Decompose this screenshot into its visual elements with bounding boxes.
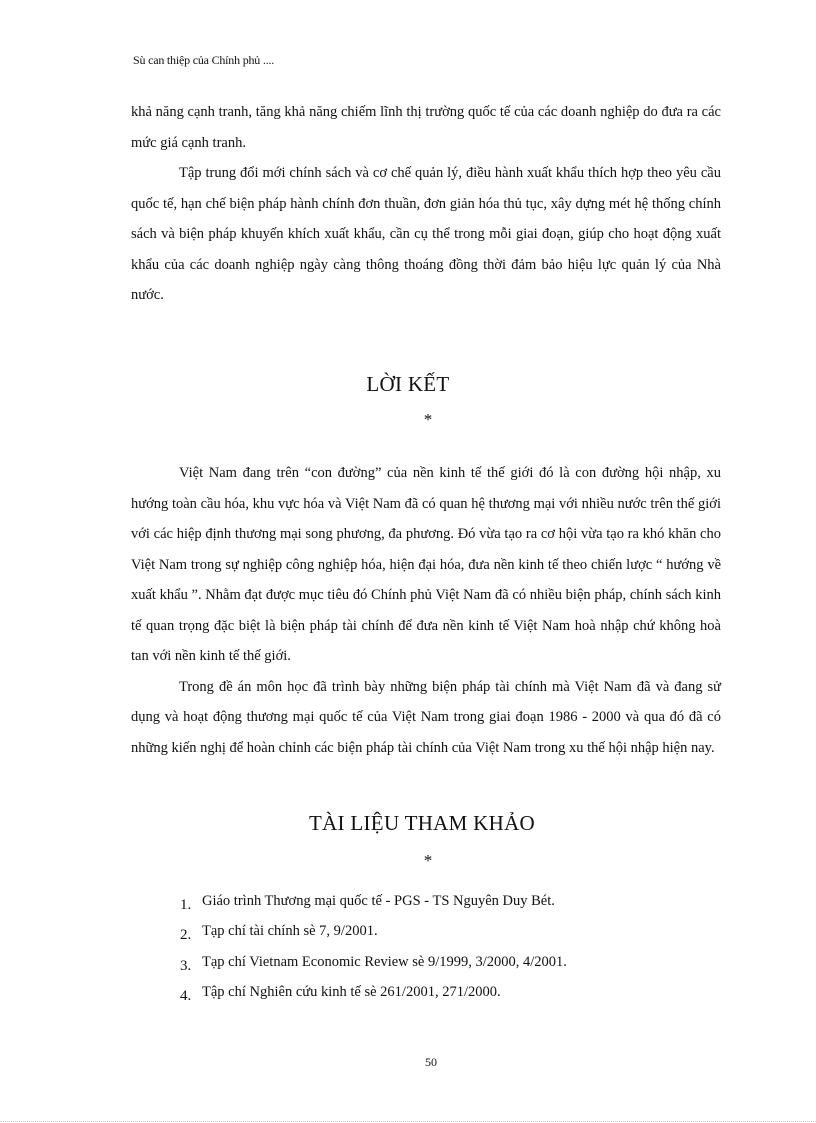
reference-item <box>180 886 700 917</box>
reference-number: 2. <box>180 927 192 944</box>
conclusion-title: LỜI KẾT <box>366 372 450 396</box>
reference-text: Tạp chí Vietnam Economic Review sè 9/1999, 3/2000, 4/2001. <box>202 953 567 970</box>
reference-item <box>180 947 700 978</box>
reference-text: Tạp chí tài chính sè 7, 9/2001. <box>202 923 378 940</box>
references-list <box>180 886 700 1008</box>
references-title: TÀI LIỆU THAM KHẢO <box>308 811 536 835</box>
reference-number: 4. <box>180 988 192 1005</box>
intro-section <box>131 97 721 311</box>
references-star: * <box>423 851 433 870</box>
conclusion-star: * <box>423 410 433 429</box>
reference-text: Tập chí Nghiên cứu kinh tế sè 261/2001, 271/2000. <box>202 984 501 1001</box>
conclusion-paragraph-1: Việt Nam đang trên “con đường” của nền kinh tế thế giới đó là con đường hội nhập, xu hướng toàn cầu hóa, khu vực hóa và Việt Nam đã có quan hệ thương mại với nhiều nước trên thế giới với các hiệp định thương mại song phương, đa phương. Đó vừa tạo ra cơ hội vừa tạo ra khó khăn cho Việt Nam trong sự nghiệp công nghiệp hóa, hiện đại hóa, đưa nền kinh tế theo chiến lược “ hướng về xuất khẩu ”. Nhằm đạt được mục tiêu đó Chính phủ Việt Nam đã có nhiều biện pháp, chính sách kinh tế quan trọng đặc biệt là biện pháp tài chính để đưa nền kinh tế Việt Nam hoà nhập chứ không hoà tan với nền kinh tế thế giới. <box>131 465 721 664</box>
reference-item <box>180 917 700 948</box>
reference-number: 1. <box>180 896 192 913</box>
conclusion-section <box>131 458 721 763</box>
intro-paragraph-1: khả năng cạnh tranh, tăng khả năng chiếm lĩnh thị trường quốc tế của các doanh nghiệp do đưa ra các mức giá cạnh tranh. <box>131 104 721 151</box>
conclusion-paragraph-2: Trong đề án môn học đã trình bày những biện pháp tài chính mà Việt Nam đã và đang sử dụng và hoạt động thương mại quốc tế của Việt Nam trong giai đoạn 1986 - 2000 và qua đó đã có những kiến nghị để hoàn chỉnh các biện pháp tài chính của Việt Nam trong xu thế hội nhập hiện nay. <box>131 678 721 756</box>
running-header: Sù can thiệp của Chính phủ .... <box>133 53 275 67</box>
page-bottom-divider <box>0 1121 816 1122</box>
reference-number: 3. <box>180 957 192 974</box>
intro-paragraph-2: Tập trung đổi mới chính sách và cơ chế quản lý, điều hành xuất khẩu thích hợp theo yêu cầu quốc tế, hạn chế biện pháp hành chính đơn thuần, đơn giản hóa thủ tục, xây dựng mét hệ thống chính sách và biện pháp khuyến khích xuất khẩu, cần cụ thể trong mỗi giai đoạn, giúp cho hoạt động xuất khẩu của các doanh nghiệp ngày càng thông thoáng đồng thời đảm bảo hiệu lực quản lý của Nhà nước. <box>131 165 721 303</box>
reference-text: Giáo trình Thương mại quốc tế - PGS - TS Nguyên Duy Bét. <box>202 892 555 909</box>
page-number: 50 <box>425 1055 437 1069</box>
reference-item <box>180 978 700 1009</box>
